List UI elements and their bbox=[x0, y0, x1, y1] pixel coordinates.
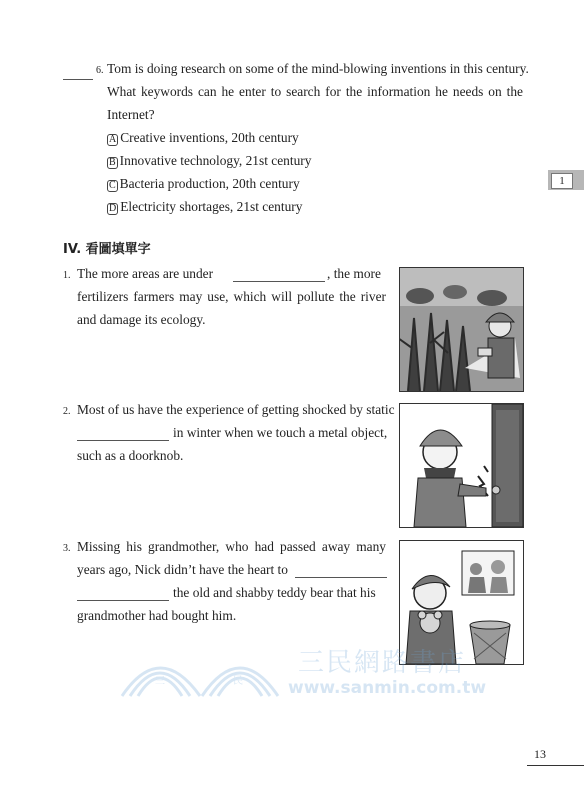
answer-blank-item1[interactable] bbox=[233, 270, 325, 282]
item-text: grandmother had bought him. bbox=[77, 608, 237, 623]
question-text: What keywords can he enter to search for the information he needs on the bbox=[107, 84, 523, 99]
section-title: IV. 看圖填單字 bbox=[63, 242, 151, 257]
item-text: fertilizers farmers may use, which will pollute the river bbox=[77, 289, 386, 304]
question-text: Internet? bbox=[107, 107, 155, 122]
option-letter: C bbox=[109, 180, 116, 191]
static-shock-drawing bbox=[400, 404, 523, 527]
watermark-url: www.sanmin.com.tw bbox=[288, 678, 487, 698]
page-number: 13 bbox=[534, 747, 546, 761]
item-number: 1. bbox=[63, 270, 71, 281]
item-number: 3. bbox=[63, 543, 71, 554]
answer-blank-item3-cont[interactable] bbox=[77, 589, 169, 601]
watermark-title: 三民網路書店 bbox=[298, 648, 467, 678]
option-text: Electricity shortages, 21st century bbox=[120, 199, 303, 214]
option-letter: B bbox=[109, 157, 116, 168]
answer-blank-item3[interactable] bbox=[295, 566, 387, 578]
item-text: Missing his grandmother, who had passed away many bbox=[77, 539, 386, 554]
question-text: Tom is doing research on some of the mind-blowing inventions in this century. bbox=[107, 61, 529, 76]
watermark-char: 三 bbox=[155, 676, 165, 687]
illustration-static-shock bbox=[399, 403, 524, 528]
item-text: years ago, Nick didn’t have the heart to bbox=[77, 562, 288, 577]
option-c bbox=[107, 176, 300, 192]
item-text: the old and shabby teddy bear that his bbox=[173, 585, 376, 600]
answer-blank-q6[interactable] bbox=[63, 68, 93, 80]
answer-blank-item2[interactable] bbox=[77, 429, 169, 441]
option-letter: A bbox=[109, 134, 117, 145]
question-number: 6. bbox=[96, 65, 104, 76]
watermark bbox=[120, 640, 487, 698]
option-d bbox=[107, 199, 302, 215]
chapter-tab-label: 1 bbox=[551, 173, 573, 189]
option-a bbox=[107, 130, 299, 146]
item-text: such as a doorknob. bbox=[77, 448, 184, 463]
watermark-char: 民 bbox=[233, 676, 243, 687]
option-text: Innovative technology, 21st century bbox=[119, 153, 312, 168]
item-text: Most of us have the experience of getting shocked by static bbox=[77, 402, 395, 417]
footer-rule bbox=[527, 765, 584, 766]
item-text: The more areas are under bbox=[77, 266, 214, 281]
item-text: , the more bbox=[327, 266, 381, 281]
item-text: in winter when we touch a metal object, bbox=[173, 425, 388, 440]
cornfield-drawing bbox=[400, 268, 523, 391]
illustration-cornfield bbox=[399, 267, 524, 392]
option-letter: D bbox=[109, 203, 117, 214]
option-text: Creative inventions, 20th century bbox=[120, 130, 299, 145]
item-number: 2. bbox=[63, 406, 71, 417]
option-text: Bacteria production, 20th century bbox=[119, 176, 300, 191]
option-b bbox=[107, 153, 311, 169]
item-text: and damage its ecology. bbox=[77, 312, 206, 327]
